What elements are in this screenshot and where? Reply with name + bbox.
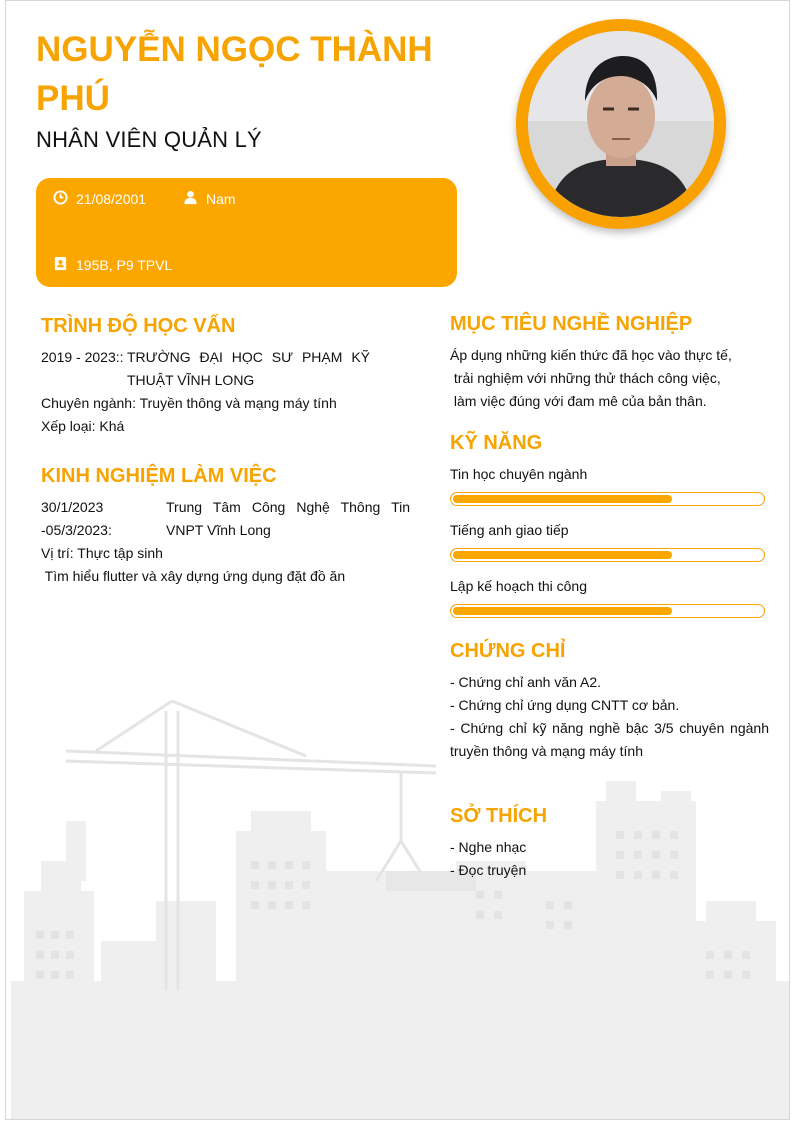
education-period: 2019 - 2023:: bbox=[41, 349, 124, 365]
address-item bbox=[53, 256, 172, 274]
gender-item bbox=[183, 190, 236, 208]
address-text: 195B, P9 TPVL bbox=[76, 257, 173, 273]
birthday-text: 21/08/2001 bbox=[76, 191, 147, 207]
hobby-line1: - Nghe nhạc bbox=[450, 839, 527, 855]
city-skyline-illustration bbox=[6, 691, 790, 1120]
clock-icon bbox=[53, 190, 68, 208]
experience-position: Vị trí: Thực tập sinh bbox=[41, 545, 163, 561]
education-major: Chuyên ngành: Truyền thông và mạng máy tính bbox=[41, 395, 337, 411]
certificate-line1: - Chứng chỉ anh văn A2. bbox=[450, 674, 602, 690]
certificate-line2: - Chứng chỉ ứng dụng CNTT cơ bản. bbox=[450, 697, 680, 713]
skill-bar-fill bbox=[453, 551, 672, 559]
education-title: TRÌNH ĐỘ HỌC VẤN bbox=[41, 315, 236, 337]
experience-company-line2: VNPT Vĩnh Long bbox=[166, 522, 271, 538]
certificate-line4: truyền thông và mạng máy tính bbox=[450, 743, 643, 759]
birthday-item bbox=[53, 190, 146, 208]
skills-title: KỸ NĂNG bbox=[450, 432, 543, 454]
education-school-line1: TRƯỜNG ĐẠI HỌC SƯ PHẠM KỸ bbox=[127, 349, 370, 365]
gender-text: Nam bbox=[206, 191, 236, 207]
avatar-frame bbox=[516, 19, 726, 229]
experience-description: Tìm hiểu flutter và xây dựng ứng dụng đặt đồ ăn bbox=[41, 568, 346, 584]
candidate-name: NGUYỄN NGỌC THÀNH PHÚ bbox=[36, 30, 433, 118]
hobby-line2: - Đọc truyện bbox=[450, 862, 527, 878]
experience-title: KINH NGHIỆM LÀM VIỆC bbox=[41, 465, 277, 487]
skill-bar bbox=[450, 492, 765, 506]
objective-title: MỤC TIÊU NGHỀ NGHIỆP bbox=[450, 313, 693, 335]
skill-bar bbox=[450, 604, 765, 618]
education-school-line2: THUẬT VĨNH LONG bbox=[127, 372, 255, 388]
experience-period-line2: -05/3/2023: bbox=[41, 522, 112, 538]
cv-page bbox=[5, 0, 790, 1120]
education-rank: Xếp loại: Khá bbox=[41, 418, 125, 434]
objective-line1: Áp dụng những kiến thức đã học vào thực tế, bbox=[450, 347, 732, 363]
skill-bar-fill bbox=[453, 495, 672, 503]
user-icon bbox=[183, 190, 198, 208]
skill-bar-fill bbox=[453, 607, 672, 615]
contact-book-icon bbox=[53, 256, 68, 274]
hobbies-title: SỞ THÍCH bbox=[450, 805, 548, 827]
skill-bar bbox=[450, 548, 765, 562]
objective-line2: trải nghiệm với những thử thách công việc, bbox=[450, 370, 721, 386]
certificates-title: CHỨNG CHỈ bbox=[450, 640, 566, 662]
skill-label: Tiếng anh giao tiếp bbox=[450, 522, 569, 538]
certificate-line3: - Chứng chỉ kỹ năng nghề bậc 3/5 chuyên ngành bbox=[450, 720, 769, 736]
skill-label: Tin học chuyên ngành bbox=[450, 466, 588, 482]
objective-line3: làm việc đúng với đam mê của bản thân. bbox=[450, 393, 707, 409]
skill-label: Lập kế hoạch thi công bbox=[450, 578, 587, 594]
experience-period-line1: 30/1/2023 bbox=[41, 499, 104, 515]
job-title: NHÂN VIÊN QUẢN LÝ bbox=[36, 127, 262, 152]
experience-company-line1: Trung Tâm Công Nghệ Thông Tin bbox=[166, 499, 410, 515]
avatar bbox=[528, 31, 714, 217]
personal-info-box bbox=[36, 178, 457, 287]
